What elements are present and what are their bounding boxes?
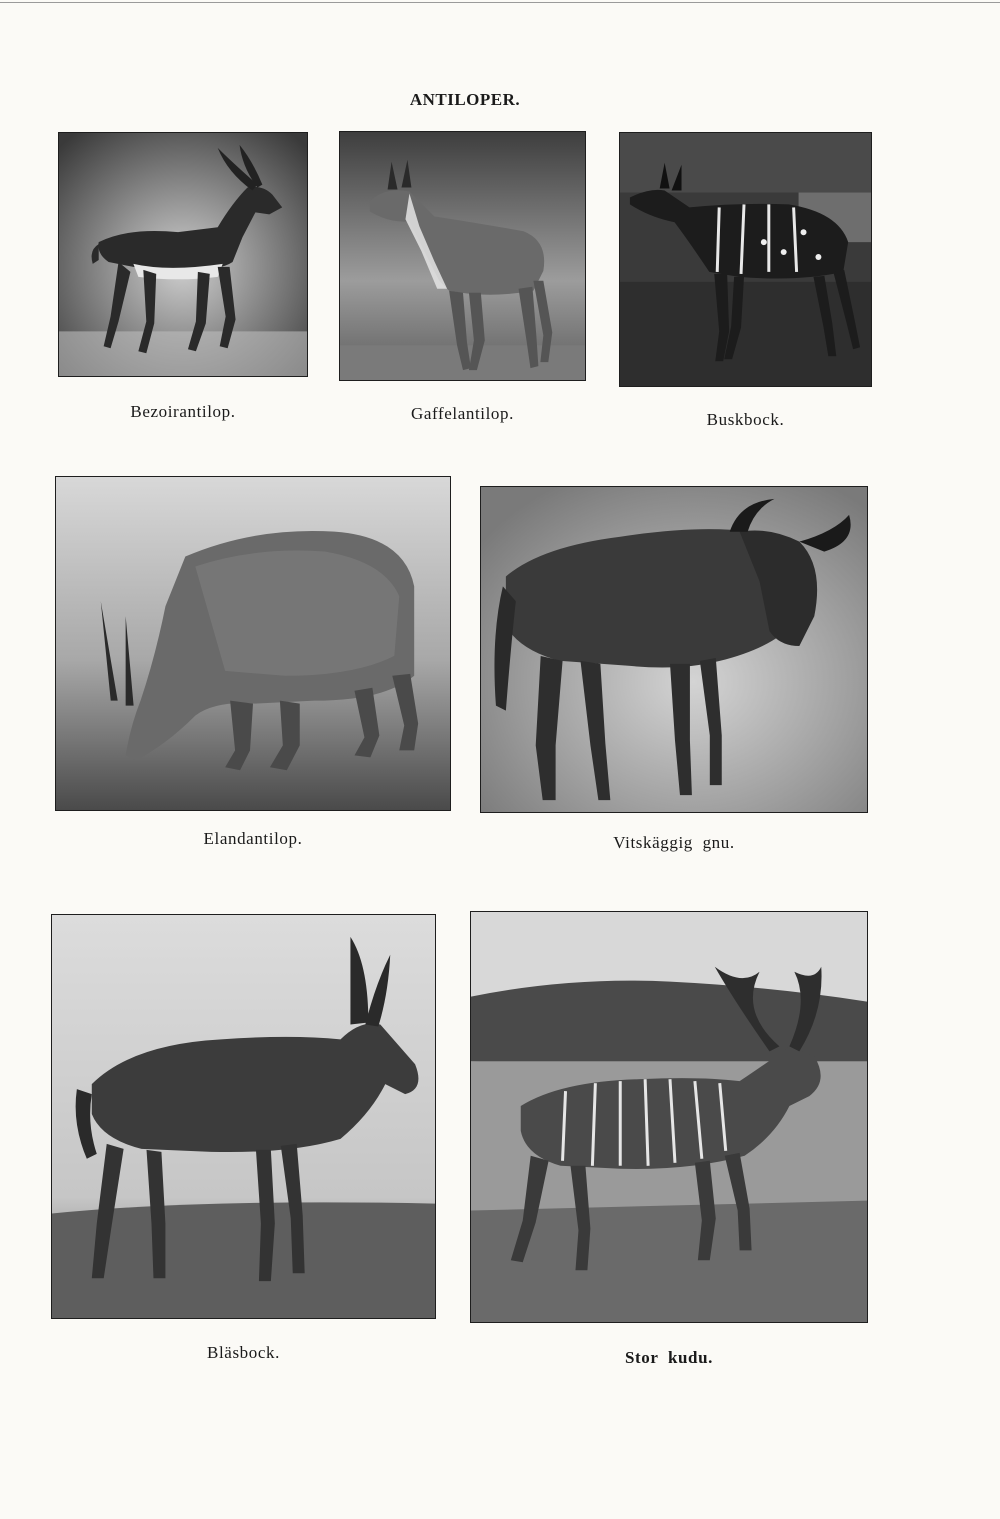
page-top-rule bbox=[0, 2, 1000, 3]
photo-elandantilop bbox=[55, 476, 451, 811]
caption-gaffelantilop: Gaffelantilop. bbox=[411, 404, 514, 423]
photo-vitskaggig-gnu bbox=[480, 486, 868, 813]
photo-blasbock bbox=[51, 914, 436, 1319]
caption-blasbock: Bläsbock. bbox=[207, 1343, 280, 1362]
caption-buskbock: Buskbock. bbox=[706, 410, 785, 429]
caption-elandantilop: Elandantilop. bbox=[203, 829, 303, 848]
page-title: ANTILOPER. bbox=[409, 90, 521, 109]
photo-buskbock bbox=[619, 132, 872, 387]
photo-stor-kudu bbox=[470, 911, 868, 1323]
caption-bezoirantilop: Bezoirantilop. bbox=[130, 402, 236, 421]
photo-gaffelantilop bbox=[339, 131, 586, 381]
photo-bezoirantilop bbox=[58, 132, 308, 377]
caption-vitskaggig-gnu: Vitskäggig gnu. bbox=[613, 833, 735, 852]
caption-stor-kudu: Stor kudu. bbox=[624, 1348, 714, 1367]
